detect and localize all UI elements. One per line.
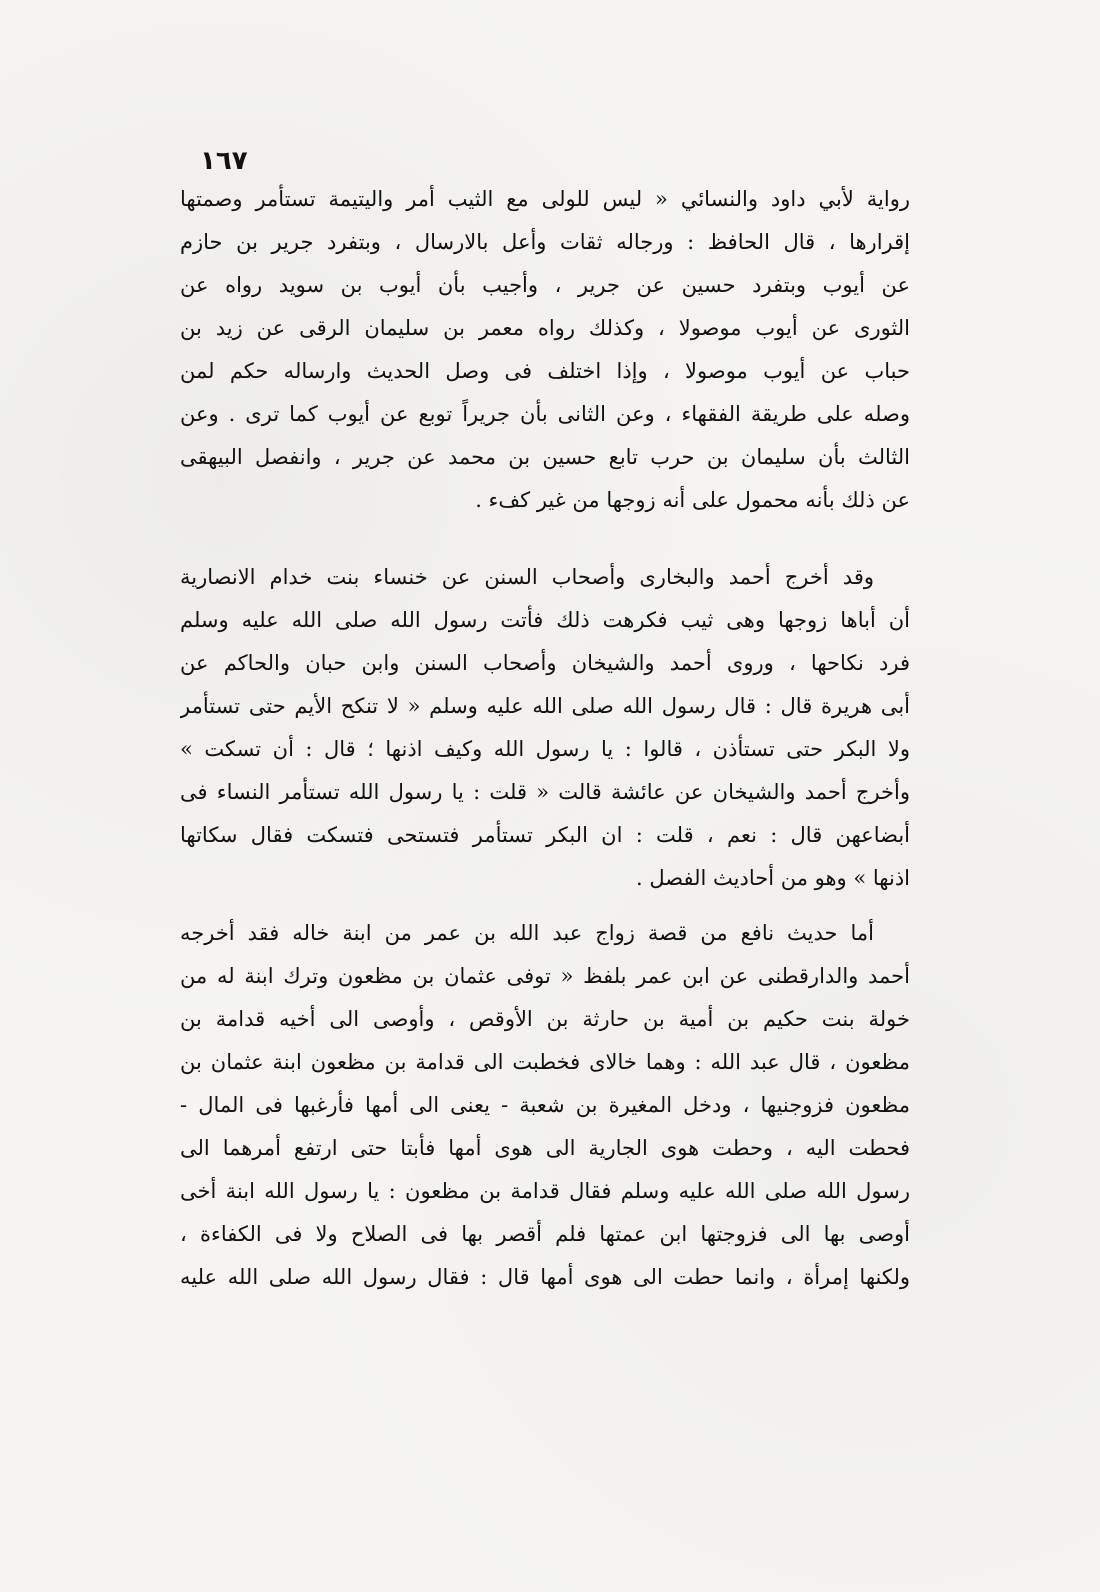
text-line: خولة بنت حكيم بن أمية بن حارثة بن الأوقص ، وأوصى الى أخيه قدامة بن xyxy=(180,1007,910,1031)
text-line: فرد نكاحها ، وروى أحمد والشيخان وأصحاب السنن وابن حبان والحاكم عن xyxy=(180,651,910,675)
text-line: فحطت اليه ، وحطت هوى الجارية الى هوى أمها فأبتا حتى ارتفع أمرهما الى xyxy=(180,1136,910,1160)
text-line: أحمد والدارقطنى عن ابن عمر بلفظ « توفى عثمان بن مظعون وترك ابنة له من xyxy=(180,964,910,988)
paragraph-3 xyxy=(180,912,910,1299)
text-line: الثالث بأن سليمان بن حرب تابع حسين بن محمد عن جرير ، وانفصل البيهقى xyxy=(180,445,910,469)
text-line: رواية لأبي داود والنسائي « ليس للولى مع الثيب أمر واليتيمة تستأمر وصمتها xyxy=(180,187,910,211)
text-line: ولا البكر حتى تستأذن ، قالوا : يا رسول الله وكيف اذنها ؛ قال : أن تسكت » xyxy=(180,737,910,761)
page-number: ١٦٧ xyxy=(200,146,248,176)
text-line: ولكنها إمرأة ، وانما حطت الى هوى أمها قال : فقال رسول الله صلى الله عليه xyxy=(180,1265,910,1289)
paragraph-2 xyxy=(180,556,910,900)
text-line: أبضاعهن قال : نعم ، قلت : ان البكر تستأمر فتستحى فتسكت فقال سكاتها xyxy=(180,823,910,847)
text-line: الثورى عن أيوب موصولا ، وكذلك رواه معمر بن سليمان الرقى عن زيد بن xyxy=(180,316,910,340)
text-line: وصله على طريقة الفقهاء ، وعن الثانى بأن جريراً توبع عن أيوب كما ترى . وعن xyxy=(180,402,910,426)
text-line: مظعون ، قال عبد الله : وهما خالاى فخطبت الى قدامة بن مظعون ابنة عثمان بن xyxy=(180,1050,910,1074)
text-line: عن أيوب وبتفرد حسين عن جرير ، وأجيب بأن أيوب بن سويد رواه عن xyxy=(180,273,910,297)
text-line-last: عن ذلك بأنه محمول على أنه زوجها من غير كفء . xyxy=(475,488,910,512)
text-line: أن أباها زوجها وهى ثيب فكرهت ذلك فأتت رسول الله صلى الله عليه وسلم xyxy=(180,608,910,632)
text-line: إقرارها ، قال الحافظ : ورجاله ثقات وأعل بالارسال ، وبتفرد جرير بن حازم xyxy=(180,230,910,254)
text-line: أوصى بها الى فزوجتها ابن عمتها فلم أقصر بها فى الصلاح ولا فى الكفاءة ، xyxy=(180,1222,910,1246)
paragraph-1 xyxy=(180,178,910,522)
text-line: أبى هريرة قال : قال رسول الله صلى الله عليه وسلم « لا تنكح الأيم حتى تستأمر xyxy=(180,694,910,718)
text-line: مظعون فزوجنيها ، ودخل المغيرة بن شعبة - يعنى الى أمها فأرغبها فى المال - xyxy=(180,1093,910,1117)
text-line-first: وقد أخرج أحمد والبخارى وأصحاب السنن عن خنساء بنت خدام الانصارية xyxy=(180,565,874,589)
text-line-last: اذنها » وهو من أحاديث الفصل . xyxy=(636,866,910,890)
text-line-first: أما حديث نافع من قصة زواج عبد الله بن عمر من ابنة خاله فقد أخرجه xyxy=(180,921,874,945)
text-line: وأخرج أحمد والشيخان عن عائشة قالت « قلت : يا رسول الله تستأمر النساء فى xyxy=(180,780,910,804)
text-line: رسول الله صلى الله عليه وسلم فقال قدامة بن مظعون : يا رسول الله ابنة أخى xyxy=(180,1179,910,1203)
text-line: حباب عن أيوب موصولا ، وإذا اختلف فى وصل الحديث وارساله حكم لمن xyxy=(180,359,910,383)
